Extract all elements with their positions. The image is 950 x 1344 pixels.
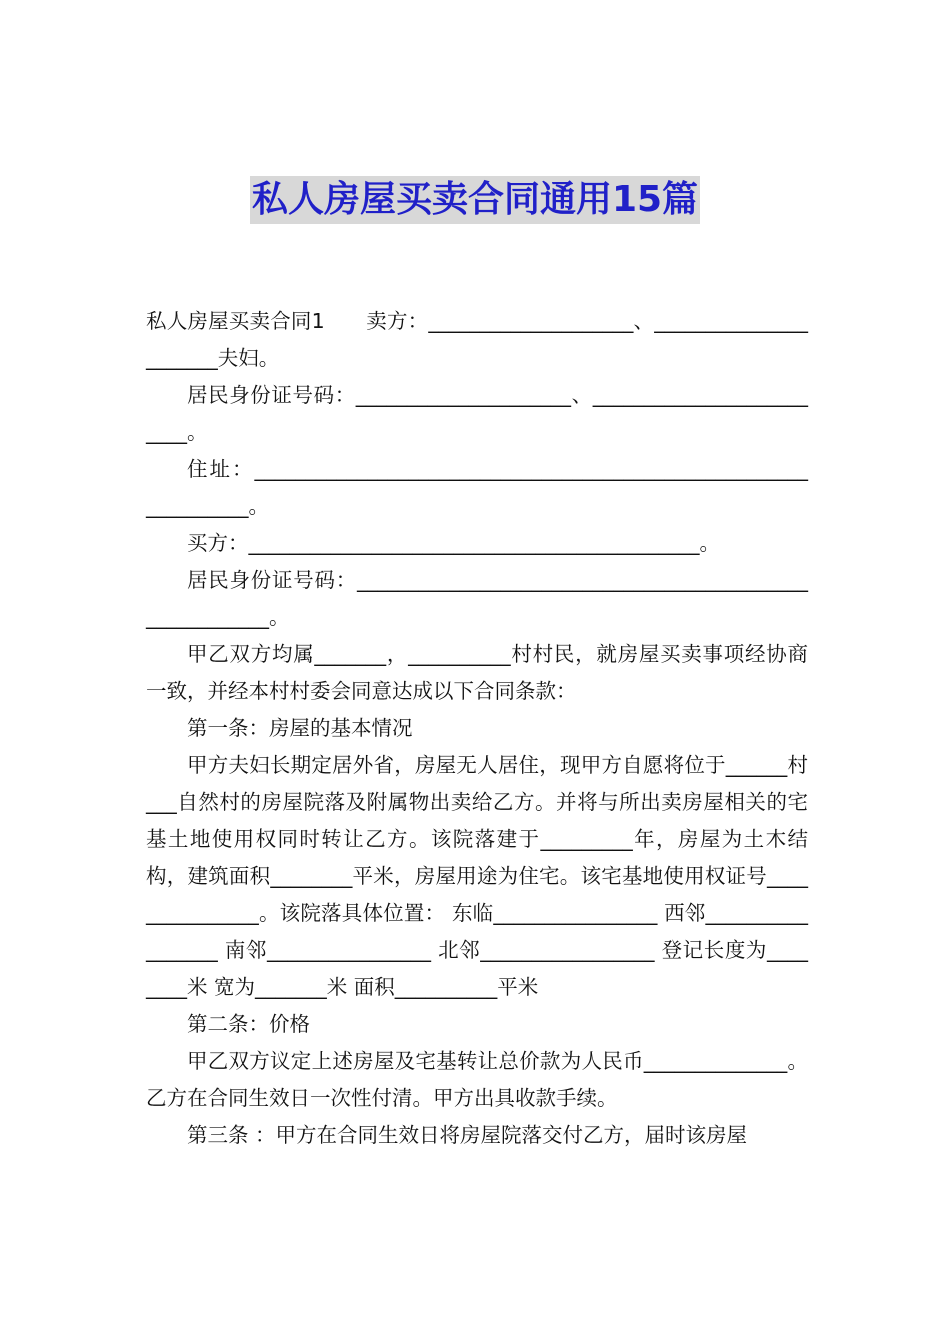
article-2-heading: 第二条：价格 bbox=[187, 1012, 310, 1036]
contract-heading-seller-line: 私人房屋买卖合同1 卖方：____________________、______________________夫妇。 bbox=[146, 309, 808, 370]
article-3-paragraph: 第三条 ：甲方在合同生效日将房屋院落交付乙方，届时该房屋 bbox=[187, 1123, 748, 1147]
contract-body bbox=[146, 303, 808, 1154]
article-1-paragraph: 甲方夫妇长期定居外省，房屋无人居住，现甲方自愿将位于______村___自然村的房屋院落及附属物出卖给乙方。并将与所出卖房屋相关的宅基土地使用权同时转让乙方。该院落建于_________年，房屋为土木结构，建筑面积________平米，房屋用途为住宅。该宅基地使用权证号_______________。该院落具体位置： 东临________________ 西邻_________________ 南邻________________ 北邻_________________ 登记长度为________米 宽为_______米 面积__________平米 bbox=[146, 753, 808, 999]
agreement-intro-paragraph: 甲乙双方均属_______，__________村村民，就房屋买卖事项经协商一致，并经本村村委会同意达成以下合同条款： bbox=[146, 642, 808, 703]
document-title-text: 私人房屋买卖合同通用15篇 bbox=[250, 176, 700, 224]
article-1-heading: 第一条：房屋的基本情况 bbox=[187, 716, 413, 740]
article-2-paragraph: 甲乙双方议定上述房屋及宅基转让总价款为人民币______________。乙方在合同生效日一次性付清。甲方出具收款手续。 bbox=[146, 1049, 808, 1110]
buyer-line: 买方：____________________________________________。 bbox=[187, 531, 720, 555]
buyer-id-number-line: 居民身份证号码：________________________________________________________。 bbox=[146, 568, 808, 629]
seller-address-line: 住址：________________________________________________________________。 bbox=[146, 457, 808, 518]
seller-id-number-line: 居民身份证号码：_____________________、_________________________。 bbox=[146, 383, 808, 444]
document-title bbox=[0, 176, 950, 224]
